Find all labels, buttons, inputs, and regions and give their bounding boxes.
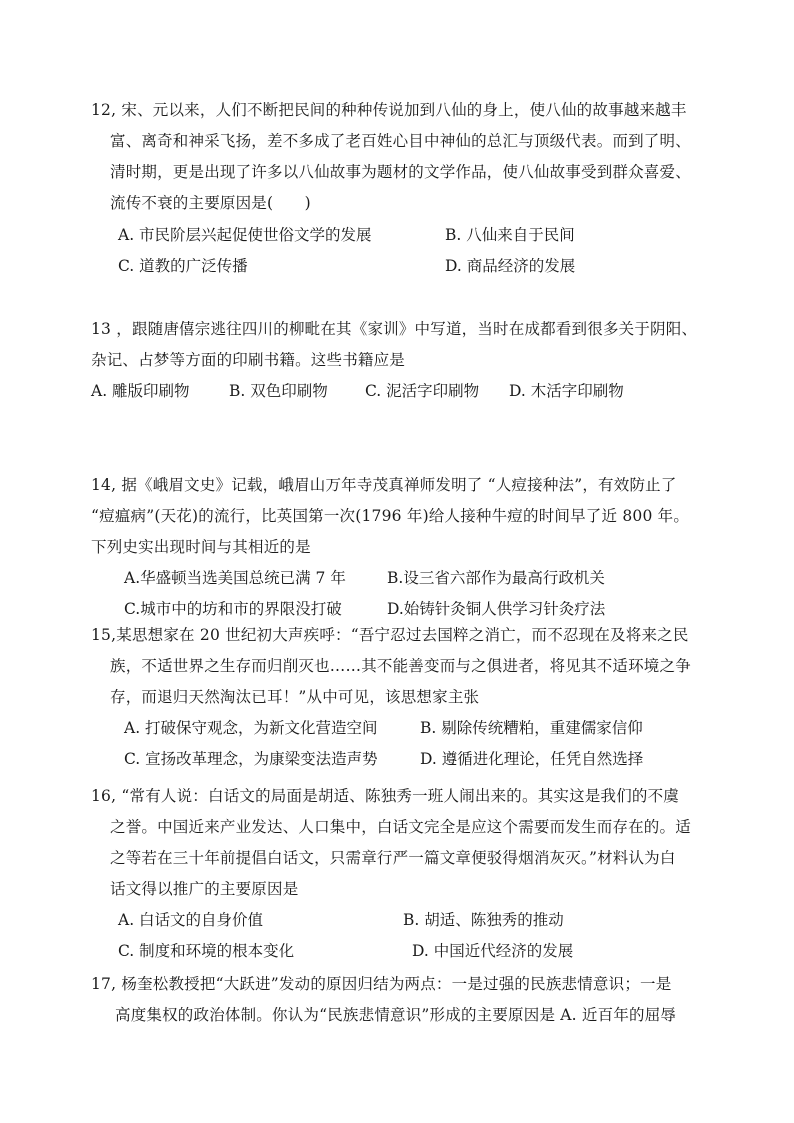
question-15-option-b[interactable]: B. 剔除传统糟粕，重建儒家信仰 — [420, 719, 643, 737]
question-14-stem-line-1: 14, 据《峨眉文史》记载，峨眉山万年寺茂真禅师发明了 “人痘接种法”，有效防止了 — [91, 476, 677, 494]
question-13-option-c[interactable]: C. 泥活字印刷物 — [365, 382, 480, 400]
question-13-option-d[interactable]: D. 木活字印刷物 — [509, 382, 624, 400]
question-15-stem-line-1: 15,某思想家在 20 世纪初大声疾呼：“吾宁忍过去国粹之消亡，而不忍现在及将来之民 — [91, 626, 689, 644]
question-16-option-a[interactable]: A. 白话文的自身价值 — [118, 911, 264, 929]
question-16-stem-line-2: 之誉。中国近来产业发达、人口集中，白话文完全是应这个需要而发生而存在的。适 — [110, 818, 691, 836]
question-15-option-a[interactable]: A. 打破保守观念，为新文化营造空间 — [124, 719, 378, 737]
question-14-stem-line-3: 下列史实出现时间与其相近的是 — [91, 538, 311, 556]
question-16-stem-line-1: 16, “常有人说：白话文的局面是胡适、陈独秀一班人闹出来的。其实这是我们的不虞 — [91, 787, 680, 805]
question-14-option-d[interactable]: D.始铸针灸铜人供学习针灸疗法 — [387, 600, 606, 618]
question-12-option-b[interactable]: B. 八仙来自于民间 — [445, 226, 575, 244]
question-12-option-c[interactable]: C. 道教的广泛传播 — [118, 257, 248, 275]
question-12-option-d[interactable]: D. 商品经济的发展 — [445, 257, 576, 275]
question-14-option-a[interactable]: A.华盛顿当选美国总统已满 7 年 — [124, 569, 346, 587]
question-15-stem-line-2: 族，不适世界之生存而归削灭也……其不能善变而与之俱进者，将见其不适环境之争 — [110, 657, 691, 675]
question-16-stem-line-3: 之等若在三十年前提倡白话文，只需章行严一篇文章便驳得烟消灰灭。”材料认为白 — [110, 849, 676, 867]
question-12-stem-line-4: 流传不衰的主要原因是( ) — [110, 194, 311, 212]
question-15-option-c[interactable]: C. 宣扬改革理念，为康梁变法造声势 — [124, 750, 378, 768]
question-13-option-a[interactable]: A. 雕版印刷物 — [91, 382, 190, 400]
question-13-stem-line-1: 13 ，跟随唐僖宗逃往四川的柳毗在其《家训》中写道，当时在成都看到很多关于阴阳、 — [91, 320, 698, 338]
question-12-stem-line-2: 富、离奇和神采飞扬，差不多成了老百姓心目中神仙的总汇与顶级代表。而到了明、 — [110, 132, 691, 150]
question-17-stem-line-1: 17, 杨奎松教授把“大跃进”发动的原因归结为两点：一是过强的民族悲情意识；一是 — [91, 975, 672, 993]
question-14-option-b[interactable]: B.设三省六部作为最高行政机关 — [387, 569, 605, 587]
question-13-option-b[interactable]: B. 双色印刷物 — [229, 382, 328, 400]
question-12-stem-line-1: 12, 宋、元以来，人们不断把民间的种种传说加到八仙的身上，使八仙的故事越来越丰 — [91, 101, 687, 119]
question-17-stem-line-2: 高度集权的政治体制。你认为“民族悲情意识”形成的主要原因是 A. 近百年的屈辱 — [115, 1006, 677, 1024]
question-16-option-d[interactable]: D. 中国近代经济的发展 — [412, 942, 574, 960]
question-15-stem-line-3: 存，而退归天然淘汰已耳！”从中可见，该思想家主张 — [110, 688, 480, 706]
question-16-option-b[interactable]: B. 胡适、陈独秀的推动 — [403, 911, 564, 929]
question-16-stem-line-4: 话文得以推广的主要原因是 — [110, 880, 299, 898]
question-12-stem-line-3: 清时期，更是出现了许多以八仙故事为题材的文学作品，使八仙故事受到群众喜爱、 — [110, 163, 691, 181]
question-15-option-d[interactable]: D. 遵循进化理论，任凭自然选择 — [420, 750, 644, 768]
question-14-stem-line-2: “痘瘟病”(天花)的流行，比英国第一次(1796 年)给人接种牛痘的时间早了近 800 年。 — [91, 507, 690, 525]
question-13-stem-line-2: 杂记、占梦等方面的印刷书籍。这些书籍应是 — [91, 351, 406, 369]
question-12-option-a[interactable]: A. 市民阶层兴起促使世俗文学的发展 — [118, 226, 372, 244]
question-16-option-c[interactable]: C. 制度和环境的根本变化 — [118, 942, 295, 960]
question-14-option-c[interactable]: C.城市中的坊和市的界限没打破 — [124, 600, 342, 618]
